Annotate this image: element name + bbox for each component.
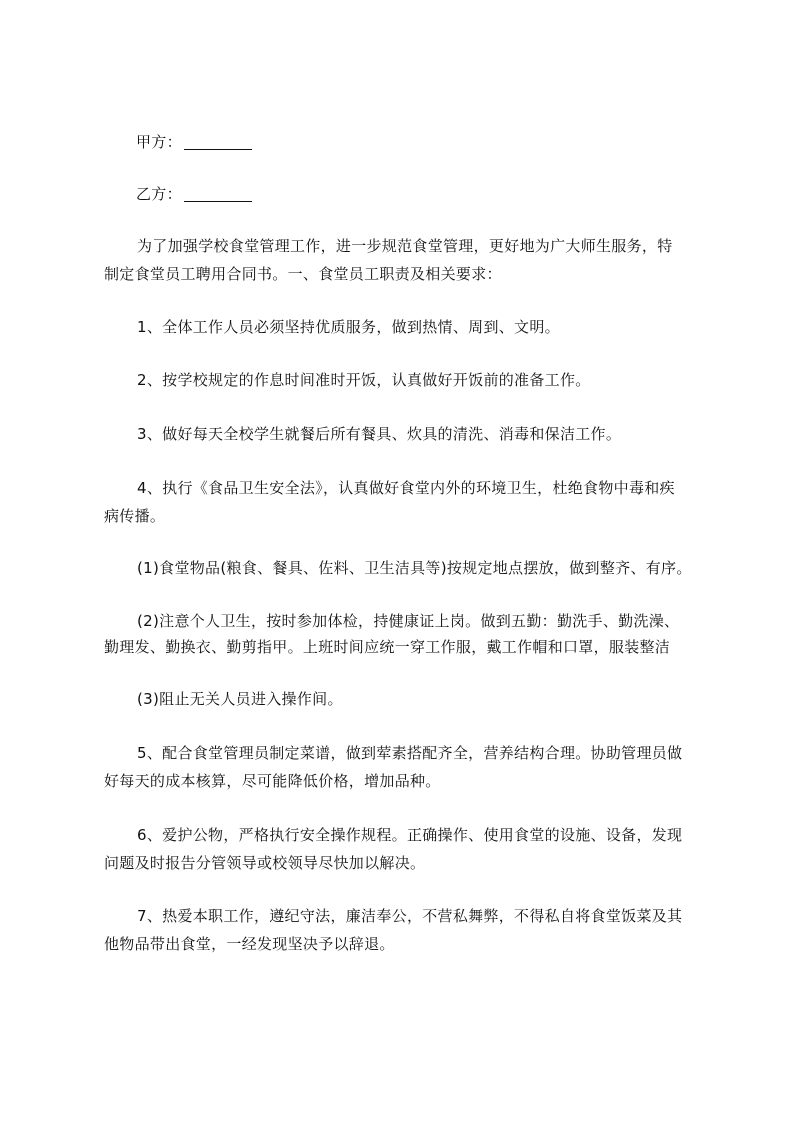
intro-line-1: 为了加强学校食堂管理工作，进一步规范食堂管理，更好地为广大师生服务，特 [137, 237, 673, 255]
item-3: 3、做好每天全校学生就餐后所有餐具、炊具的清洗、消毒和保洁工作。 [137, 425, 622, 443]
subitem-1: (1)食堂物品(粮食、餐具、佐料、卫生洁具等)按规定地点摆放，做到整齐、有序。 [137, 559, 692, 577]
party-a-line [136, 132, 252, 152]
item-1: 1、全体工作人员必须坚持优质服务，做到热情、周到、文明。 [137, 318, 560, 336]
item-6-line-2: 问题及时报告分管领导或校领导尽快加以解决。 [104, 854, 426, 872]
party-b-label: 乙方： [136, 185, 182, 203]
party-b-blank [184, 187, 252, 202]
party-a-label: 甲方： [136, 133, 182, 151]
subitem-3: (3)阻止无关人员进入操作间。 [137, 690, 343, 708]
item-7-line-1: 7、热爱本职工作，遵纪守法，廉洁奉公，不营私舞弊，不得私自将食堂饭菜及其 [137, 907, 683, 925]
item-2: 2、按学校规定的作息时间准时开饭，认真做好开饭前的准备工作。 [137, 371, 591, 389]
item-4-line-2: 病传播。 [104, 507, 166, 525]
item-6-line-1: 6、爱护公物，严格执行安全操作规程。正确操作、使用食堂的设施、设备，发现 [137, 826, 683, 844]
subitem-2-line-1: (2)注意个人卫生，按时参加体检，持健康证上岗。做到五勤：勤洗手、勤洗澡、 [137, 612, 680, 630]
item-7-line-2: 他物品带出食堂，一经发现坚决予以辞退。 [104, 935, 395, 953]
item-5-line-1: 5、配合食堂管理员制定菜谱，做到荤素搭配齐全，营养结构合理。协助管理员做 [137, 744, 683, 762]
item-5-line-2: 好每天的成本核算，尽可能降低价格，增加品种。 [104, 772, 441, 790]
intro-line-2: 制定食堂员工聘用合同书。一、食堂员工职责及相关要求： [104, 265, 502, 283]
subitem-2-line-2: 勤理发、勤换衣、勤剪指甲。上班时间应统一穿工作服，戴工作帽和口罩，服装整洁 [104, 638, 671, 656]
item-4-line-1: 4、执行《食品卫生安全法》，认真做好食堂内外的环境卫生，杜绝食物中毒和疾 [137, 479, 675, 497]
party-a-blank [184, 135, 252, 150]
party-b-line [136, 184, 252, 204]
